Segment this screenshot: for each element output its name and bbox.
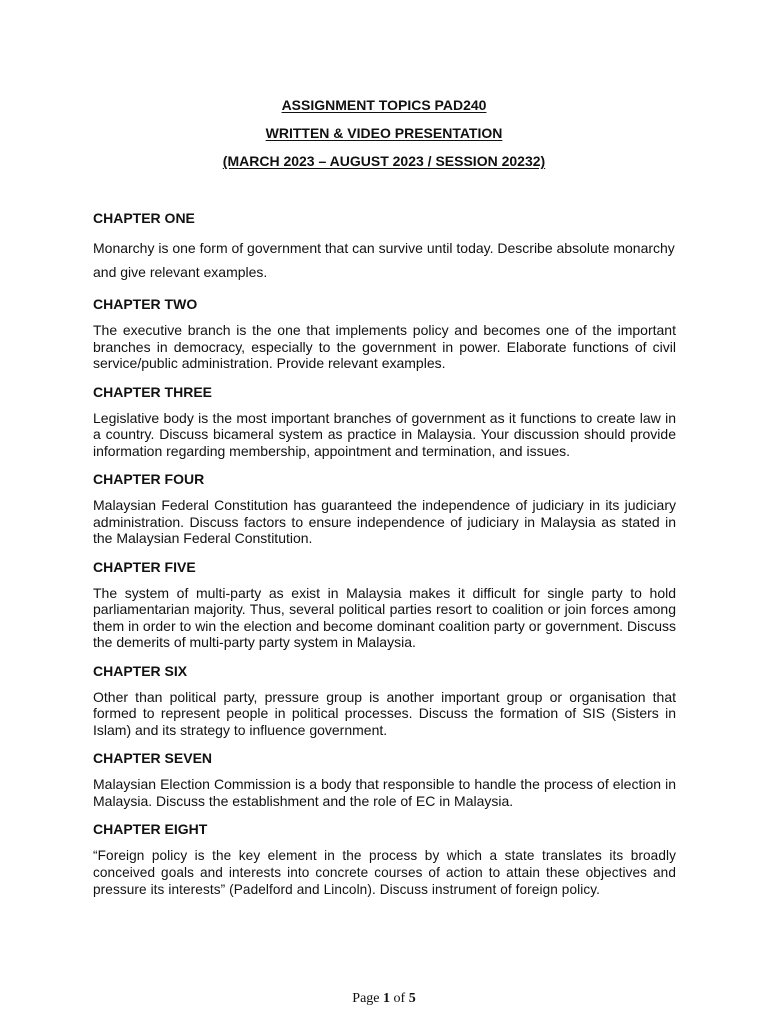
of-label: of bbox=[393, 991, 406, 1006]
chapter-title: CHAPTER EIGHT bbox=[93, 821, 208, 837]
chapter-title: CHAPTER THREE bbox=[93, 383, 213, 400]
chapter-title: CHAPTER FOUR bbox=[93, 471, 205, 487]
chapter-text: Malaysian Federal Constitution has guaranteed the independence of judiciary in its judiciary administration. Discuss factors to ensure independence of judiciary in Malaysia as stated in the Malaysian Federal Constitution. bbox=[93, 497, 676, 546]
chapter-eight bbox=[93, 821, 676, 898]
page-label: Page bbox=[352, 991, 380, 1006]
chapter-title: CHAPTER SEVEN bbox=[93, 750, 213, 766]
chapter-title: CHAPTER TWO bbox=[93, 296, 198, 312]
chapter-text: Malaysian Election Commission is a body that responsible to handle the process of election in Malaysia. Discuss the establishment and the role of EC in Malaysia. bbox=[93, 776, 676, 809]
chapter-six bbox=[93, 663, 676, 739]
chapter-two bbox=[93, 296, 676, 372]
chapter-text: Other than political party, pressure group is another important group or organisation that formed to represent people in political processes. Discuss the formation of SIS (Sisters in Islam) and its strategy to influence government. bbox=[93, 688, 676, 738]
chapter-text: Legislative body is the most important branches of government as it functions to create law in a country. Discuss bicameral system as practice in Malaysia. Your discussion should provide information regarding membership, appointment and termination, and issues. bbox=[93, 409, 676, 459]
header-subtitle: WRITTEN & VIDEO PRESENTATION bbox=[265, 125, 503, 141]
chapter-one bbox=[93, 210, 676, 284]
total-pages: 5 bbox=[408, 991, 416, 1006]
document-header bbox=[0, 97, 768, 181]
chapter-title: CHAPTER ONE bbox=[93, 210, 195, 226]
page-number bbox=[0, 991, 768, 1007]
header-session: (MARCH 2023 – AUGUST 2023 / SESSION 20232) bbox=[222, 153, 546, 169]
header-title: ASSIGNMENT TOPICS PAD240 bbox=[281, 97, 487, 113]
chapter-text: “Foreign policy is the key element in the process by which a state translates its broadly conceived goals and interests into concrete courses of action to attain these objectives and pressure its interests” (Padelford and Lincoln). Discuss instrument of foreign policy. bbox=[93, 848, 676, 897]
chapter-text: The system of multi-party as exist in Malaysia makes it difficult for single party to hold parliamentarian majority. Thus, several political parties resort to coalition or join forces among them in order to win the election and become dominant coalition party or government. Discuss the demerits of multi-party party system in Malaysia. bbox=[93, 584, 676, 650]
chapter-five bbox=[93, 559, 676, 651]
chapter-title: CHAPTER FIVE bbox=[93, 558, 196, 575]
chapter-text: The executive branch is the one that implements policy and becomes one of the important branches in democracy, especially to the government in power. Elaborate functions of civil service/public administration. Provide relevant examples. bbox=[93, 322, 676, 371]
current-page: 1 bbox=[383, 991, 391, 1006]
chapters-list bbox=[93, 210, 676, 910]
chapter-seven bbox=[93, 750, 676, 809]
chapter-four bbox=[93, 471, 676, 547]
chapter-title: CHAPTER SIX bbox=[93, 662, 188, 679]
chapter-three bbox=[93, 384, 676, 460]
chapter-text: Monarchy is one form of government that can survive until today. Describe absolute monarchy and give relevant examples. bbox=[93, 240, 675, 280]
